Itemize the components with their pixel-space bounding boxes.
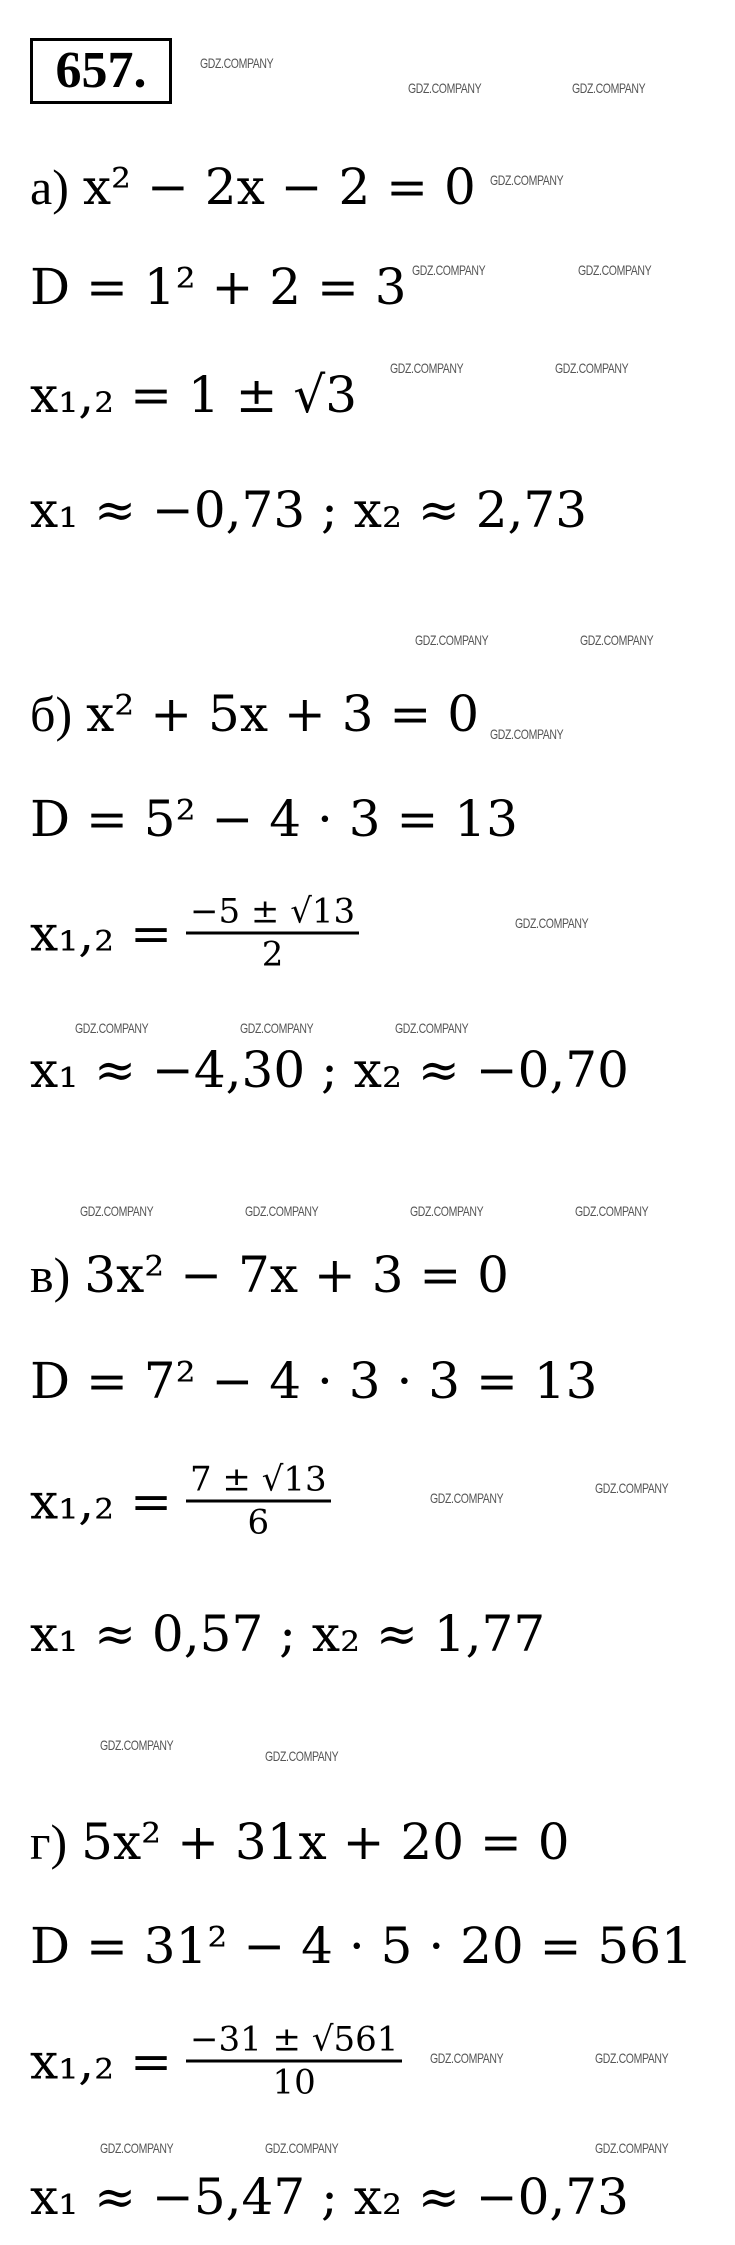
- equation: x² − 2x − 2 = 0: [82, 158, 476, 216]
- watermark: GDZ.COMPANY: [412, 262, 486, 278]
- part-c-discriminant: D = 7² − 4 · 3 · 3 = 13: [30, 1352, 598, 1410]
- roots-lhs: x₁,₂ =: [30, 2032, 172, 2090]
- roots-lhs: x₁,₂ =: [30, 1472, 172, 1530]
- watermark: GDZ.COMPANY: [555, 360, 629, 376]
- watermark: GDZ.COMPANY: [100, 2140, 174, 2156]
- watermark: GDZ.COMPANY: [200, 55, 274, 71]
- fraction: [186, 892, 359, 975]
- fraction: [186, 2020, 402, 2103]
- watermark: GDZ.COMPANY: [410, 1203, 484, 1219]
- part-c-roots-formula: [30, 1460, 331, 1543]
- numerator: 7 ± √13: [186, 1460, 331, 1503]
- watermark: GDZ.COMPANY: [415, 632, 489, 648]
- part-a-roots: x₁ ≈ −0,73 ; x₂ ≈ 2,73: [30, 481, 588, 539]
- denominator: 10: [272, 2062, 316, 2103]
- part-b-discriminant: D = 5² − 4 · 3 = 13: [30, 790, 518, 848]
- numerator: −31 ± √561: [186, 2020, 402, 2063]
- part-b-roots-formula: [30, 892, 359, 975]
- part-a-discriminant: D = 1² + 2 = 3: [30, 258, 407, 316]
- watermark: GDZ.COMPANY: [80, 1203, 154, 1219]
- equation: 5x² + 31x + 20 = 0: [81, 1813, 570, 1871]
- part-a-equation: [30, 158, 476, 216]
- denominator: 6: [247, 1502, 270, 1543]
- watermark: GDZ.COMPANY: [430, 2050, 504, 2066]
- roots-lhs: x₁,₂ =: [30, 904, 172, 962]
- part-d-equation: [30, 1813, 570, 1871]
- watermark: GDZ.COMPANY: [595, 2050, 669, 2066]
- part-b-roots: x₁ ≈ −4,30 ; x₂ ≈ −0,70: [30, 1041, 629, 1099]
- watermark: GDZ.COMPANY: [100, 1737, 174, 1753]
- equation: 3x² − 7x + 3 = 0: [84, 1246, 509, 1304]
- watermark: GDZ.COMPANY: [515, 915, 589, 931]
- denominator: 2: [261, 934, 284, 975]
- part-d-roots: x₁ ≈ −5,47 ; x₂ ≈ −0,73: [30, 2168, 629, 2226]
- part-label: а): [30, 159, 69, 215]
- part-a-roots-formula: x₁,₂ = 1 ± √3: [30, 366, 358, 424]
- watermark: GDZ.COMPANY: [75, 1020, 149, 1036]
- watermark: GDZ.COMPANY: [575, 1203, 649, 1219]
- watermark: GDZ.COMPANY: [490, 172, 564, 188]
- watermark: GDZ.COMPANY: [408, 80, 482, 96]
- part-label: б): [30, 686, 73, 742]
- part-d-discriminant: D = 31² − 4 · 5 · 20 = 561: [30, 1917, 693, 1975]
- watermark: GDZ.COMPANY: [490, 726, 564, 742]
- watermark: GDZ.COMPANY: [240, 1020, 314, 1036]
- fraction: [186, 1460, 331, 1543]
- watermark: GDZ.COMPANY: [265, 2140, 339, 2156]
- watermark: GDZ.COMPANY: [595, 1480, 669, 1496]
- watermark: GDZ.COMPANY: [430, 1490, 504, 1506]
- watermark: GDZ.COMPANY: [395, 1020, 469, 1036]
- part-c-roots: x₁ ≈ 0,57 ; x₂ ≈ 1,77: [30, 1605, 546, 1663]
- watermark: GDZ.COMPANY: [245, 1203, 319, 1219]
- part-b-equation: [30, 685, 479, 743]
- watermark: GDZ.COMPANY: [595, 2140, 669, 2156]
- part-label: г): [30, 1814, 68, 1870]
- problem-number: 657.: [30, 38, 172, 104]
- watermark: GDZ.COMPANY: [265, 1748, 339, 1764]
- watermark: GDZ.COMPANY: [578, 262, 652, 278]
- watermark: GDZ.COMPANY: [572, 80, 646, 96]
- part-c-equation: [30, 1246, 509, 1304]
- part-d-roots-formula: [30, 2020, 402, 2103]
- watermark: GDZ.COMPANY: [580, 632, 654, 648]
- equation: x² + 5x + 3 = 0: [86, 685, 480, 743]
- numerator: −5 ± √13: [186, 892, 359, 935]
- part-label: в): [30, 1247, 71, 1303]
- watermark: GDZ.COMPANY: [390, 360, 464, 376]
